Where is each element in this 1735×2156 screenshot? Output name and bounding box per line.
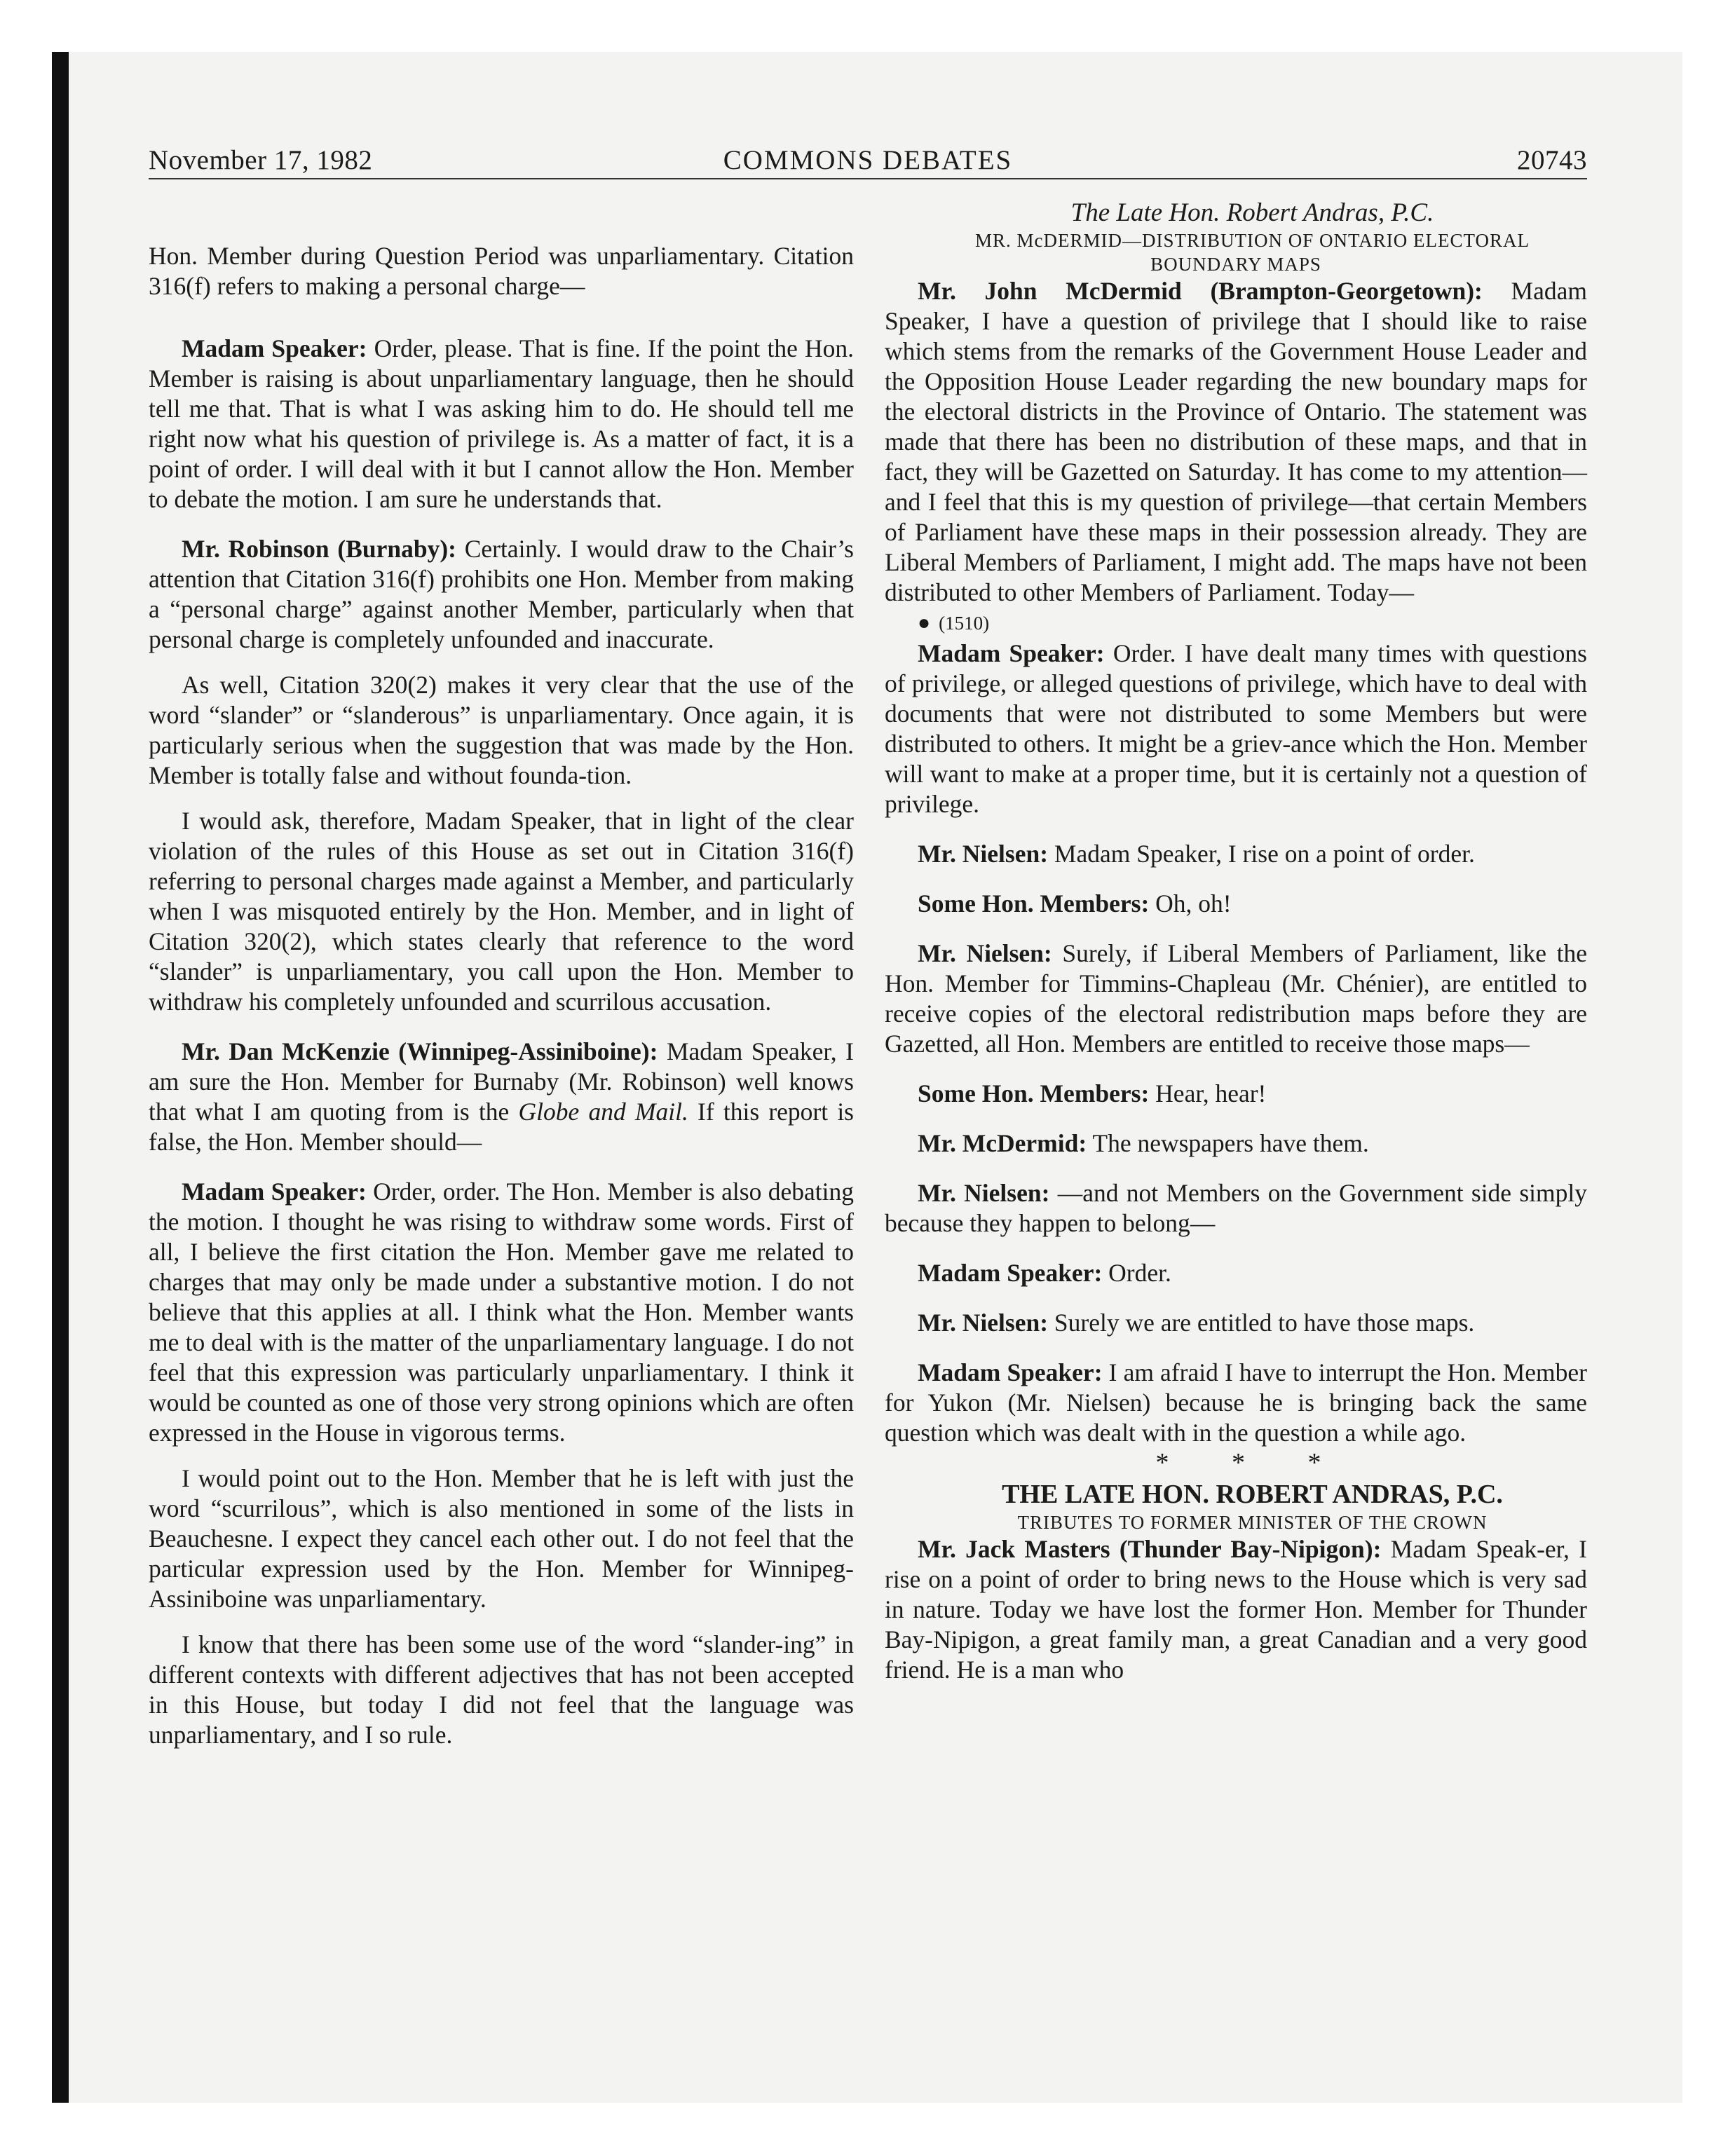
bullet-icon: ● [918, 611, 931, 634]
paragraph: Mr. Nielsen: Surely, if Liberal Members of Parliament, like the Hon. Member for Timmins-Chapleau (Mr. Chénier), are entitled to receive copies of the electoral redistribution maps before they are Gazetted, all Hon. Members are entitled to receive those maps— [885, 939, 1587, 1058]
right-column [885, 198, 1587, 1685]
paragraph: Mr. Nielsen: Surely we are entitled to have those maps. [918, 1309, 1475, 1337]
speaker-name: Mr. Nielsen: [918, 1179, 1050, 1207]
paragraph: Madam Speaker: Order. I have dealt many times with questions of privilege, or alleged questions of privilege, which have to deal with documents that were not distributed to some Members but were distributed to others. It might be a griev-ance which the Hon. Member will want to make at a proper time, but it is certainly not a question of privilege. [885, 639, 1587, 818]
header-rule [149, 178, 1587, 179]
paragraph: I would point out to the Hon. Member that he is left with just the word “scurrilous”, which is also mentioned in some of the lists in Beauchesne. I expect they cancel each other out. I do not feel that the particular expression used by the Hon. Member for Winnipeg-Assiniboine was unparliamentary. [149, 1464, 854, 1613]
speaker-name: Madam Speaker: [918, 1358, 1103, 1386]
paragraph: I know that there has been some use of the word “slander-ing” in different contexts with different adjectives that has not been accepted in this House, but today I did not feel that the language was unparliamentary, and I so rule. [149, 1630, 854, 1749]
speaker-name: Mr. Nielsen: [918, 1309, 1049, 1337]
paragraph: Mr. Jack Masters (Thunder Bay-Nipigon): Madam Speak-er, I rise on a point of order to bring news to the House which is very sad in nature. Today we have lost the former Hon. Member for Thunder Bay-Nipigon, a great family man, a great Canadian and a very good friend. He is a man who [885, 1535, 1587, 1684]
paragraph: I would ask, therefore, Madam Speaker, that in light of the clear violation of the rules of this House as set out in Citation 316(f) referring to personal charges made against a Member, and particularly when I was misquoted entirely by the Hon. Member, and in light of Citation 320(2), which states clearly that reference to the word “slander” is unparliamentary, you call upon the Hon. Member to withdraw his completely unfounded and scurrilous accusation. [149, 807, 854, 1016]
publication-title: Globe and Mail. [518, 1098, 688, 1126]
speaker-name: Mr. Robinson (Burnaby): [182, 535, 456, 563]
header-page-number: 20743 [1517, 145, 1587, 175]
section-divider-stars: * * * [1155, 1448, 1349, 1478]
speaker-name: Mr. Dan McKenzie (Winnipeg-Assiniboine): [182, 1037, 658, 1065]
running-head: The Late Hon. Robert Andras, P.C. [1070, 198, 1434, 227]
speaker-name: Madam Speaker: [182, 334, 367, 362]
paragraph: Mr. Nielsen: Madam Speaker, I rise on a point of order. [918, 840, 1475, 868]
paragraph: Madam Speaker: Order, order. The Hon. Member is also debating the motion. I thought he was rising to withdraw some words. First of all, I believe the first citation the Hon. Member gave me related to charges that may only be made under a substantive motion. I do not believe that this applies at all. I think what the Hon. Member wants me to deal with is the matter of the unparliamentary language. I do not feel that this expression was particularly unparliamentary. I think it would be counted as one of those very strong opinions which are often expressed in the House in vigorous terms. [149, 1178, 854, 1447]
section-subtitle: TRIBUTES TO FORMER MINISTER OF THE CROWN [1017, 1512, 1488, 1533]
paragraph: Mr. Robinson (Burnaby): Certainly. I would draw to the Chair’s attention that Citation 316(f) prohibits one Hon. Member from making a “personal charge” against another Member, particularly when that personal charge is completely unfounded and inaccurate. [149, 535, 854, 653]
speaker-name: Madam Speaker: [918, 639, 1105, 667]
speaker-name: Mr. Nielsen: [918, 939, 1052, 967]
speaker-name: Some Hon. Members: [918, 889, 1150, 917]
speaker-name: Some Hon. Members: [918, 1079, 1150, 1107]
paragraph: Some Hon. Members: Oh, oh! [918, 889, 1232, 917]
page-header [149, 137, 1587, 178]
paragraph: Hon. Member during Question Period was unparliamentary. Citation 316(f) refers to making a personal charge— [149, 242, 854, 300]
speaker-name: Mr. Jack Masters (Thunder Bay-Nipigon): [918, 1535, 1382, 1563]
left-column [149, 198, 854, 1750]
speaker-name: Mr. John McDermid (Brampton-Georgetown): [918, 277, 1483, 305]
speaker-name: Mr. Nielsen: [918, 840, 1049, 868]
paragraph: Mr. McDermid: The newspapers have them. [918, 1129, 1369, 1157]
paragraph: Mr. Nielsen: —and not Members on the Government side simply because they happen to belong— [885, 1179, 1587, 1237]
paragraph: Mr. Dan McKenzie (Winnipeg-Assiniboine): Madam Speaker, I am sure the Hon. Member for Burnaby (Mr. Robinson) well knows that what I am quoting from is the Globe and Mail. If this report is false, the Hon. Member should— [149, 1037, 854, 1156]
header-publication: COMMONS DEBATES [723, 145, 1013, 175]
binding-edge [52, 52, 69, 2103]
section-title: THE LATE HON. ROBERT ANDRAS, P.C. [1002, 1480, 1503, 1509]
speaker-name: Mr. McDermid: [918, 1129, 1087, 1157]
paragraph: Some Hon. Members: Hear, hear! [918, 1079, 1267, 1107]
paragraph: As well, Citation 320(2) makes it very clear that the use of the word “slander” or “slanderous” is unparliamentary. Once again, it is particularly serious when the suggestion that was made by the Hon. Member is totally false and without founda-tion. [149, 671, 854, 789]
paragraph: Madam Speaker: Order. [918, 1259, 1171, 1287]
speaker-name: Madam Speaker: [918, 1259, 1103, 1287]
debate-subheading: MR. McDERMID—DISTRIBUTION OF ONTARIO ELECTORAL BOUNDARY MAPS [974, 230, 1530, 275]
paragraph: Mr. John McDermid (Brampton-Georgetown): Madam Speaker, I have a question of privilege that I should like to raise which stems from the remarks of the Government House Leader and the Opposition House Leader regarding the new boundary maps for the electoral districts in the Province of Ontario. The statement was made that there has been no distribution of these maps, and that in fact, they will be Gazetted on Saturday. It has come to my attention—and I feel that this is my question of privilege—that certain Members of Parliament have these maps in their possession already. They are Liberal Members of Parliament, I might add. The maps have not been distributed to other Members of Parliament. Today— [885, 277, 1587, 606]
paragraph: Madam Speaker: Order, please. That is fine. If the point the Hon. Member is raising is about unparliamentary language, then he should tell me that. That is what I was asking him to do. He should tell me right now what his question of privilege is. As a matter of fact, it is a point of order. I will deal with it but I cannot allow the Hon. Member to debate the motion. I am sure he understands that. [149, 334, 854, 513]
header-date: November 17, 1982 [149, 145, 373, 175]
time-marker: ● (1510) [918, 611, 990, 634]
speaker-name: Madam Speaker: [182, 1178, 367, 1206]
paragraph: Madam Speaker: I am afraid I have to interrupt the Hon. Member for Yukon (Mr. Nielsen) because he is bringing back the same question which was dealt with in the question a while ago. [885, 1358, 1587, 1447]
